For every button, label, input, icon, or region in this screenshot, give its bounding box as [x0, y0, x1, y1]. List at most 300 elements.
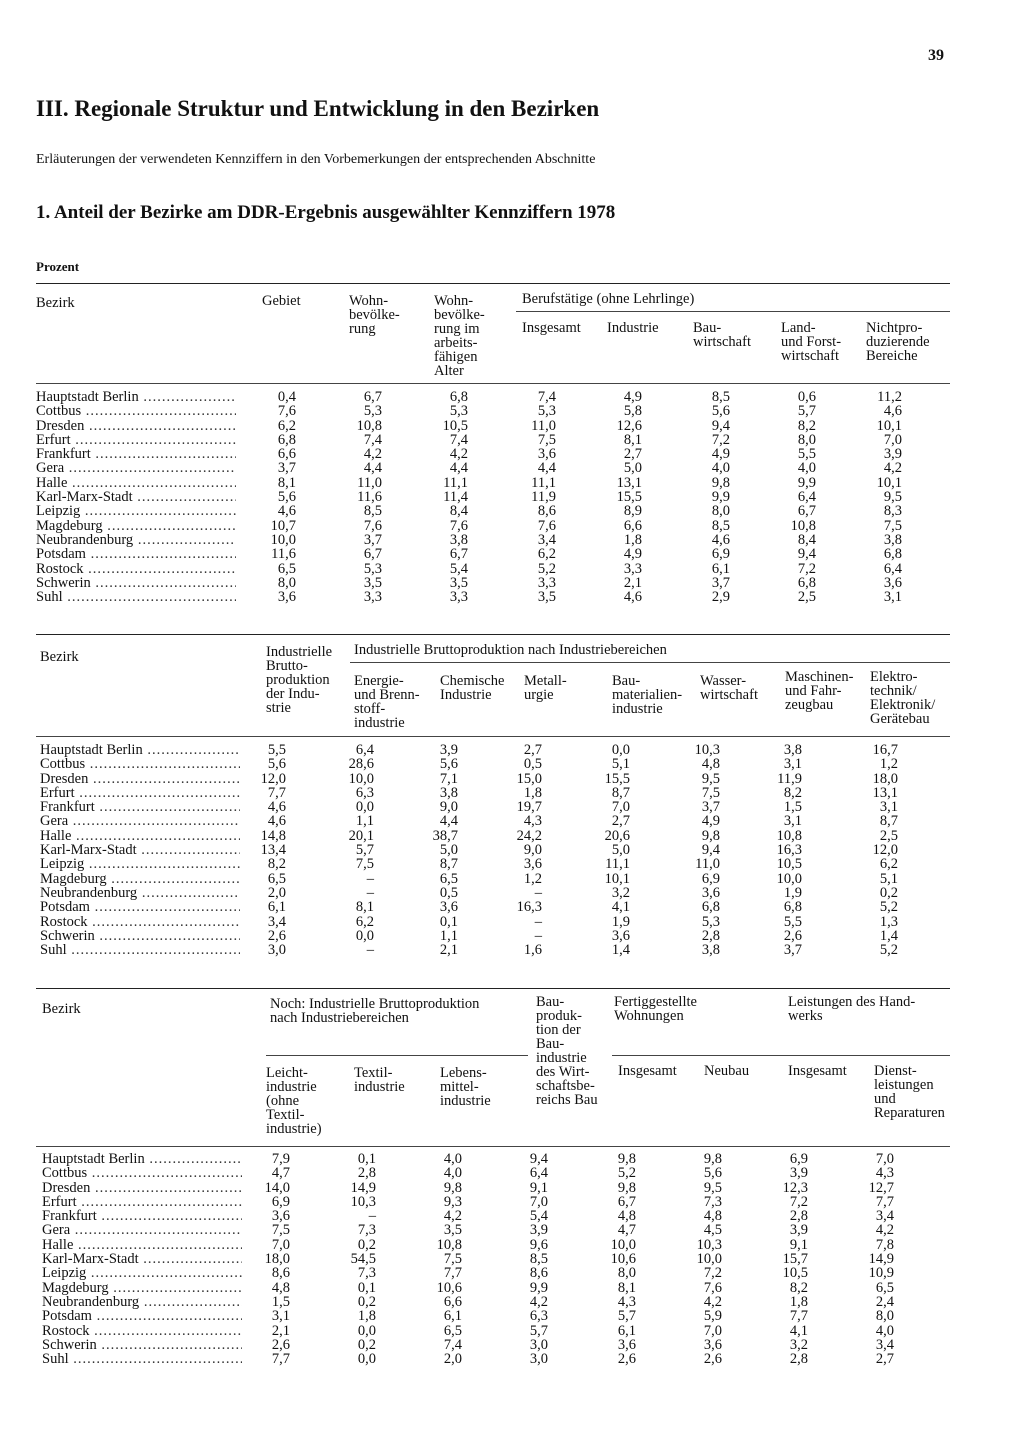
table-cell: 5,3 [363, 403, 382, 420]
table-cell: 5,7 [797, 403, 816, 420]
table-row [36, 447, 916, 461]
bezirk-name: Rostock ..... [42, 1324, 242, 1338]
table-cell: 5,1 [611, 756, 630, 773]
table-cell: 0,0 [355, 799, 374, 816]
header-rule [36, 383, 950, 384]
table-cell: 4,2 [449, 446, 468, 463]
table-cell: 4,8 [703, 1208, 722, 1225]
table-cell: 7,0 [703, 1322, 722, 1339]
table-cell: 5,7 [617, 1308, 636, 1325]
table-row [36, 519, 916, 533]
table-cell: 3,3 [623, 560, 642, 577]
bezirk-name: Potsdam ..... [40, 900, 240, 914]
table-cell: 7,6 [703, 1279, 722, 1296]
table-cell: 7,3 [703, 1193, 722, 1210]
table-cell: 12,7 [868, 1179, 894, 1196]
table-cell: 1,8 [357, 1308, 376, 1325]
table-row [36, 576, 916, 590]
table-cell: 8,2 [267, 856, 286, 873]
bezirk-name: Gera ..... [40, 814, 240, 828]
table-row [42, 1281, 916, 1295]
table-cell: 5,5 [783, 913, 802, 930]
table-cell: 14,8 [260, 827, 286, 844]
table-cell: 4,3 [523, 813, 542, 830]
table-cell: 3,9 [789, 1165, 808, 1182]
table-cell: 5,5 [267, 742, 286, 758]
table-cell: 7,0 [271, 1236, 290, 1253]
table-cell: 0,0 [357, 1322, 376, 1339]
table-cell: 3,8 [439, 784, 458, 801]
table-cell: 10,8 [790, 517, 816, 534]
table-cell: 6,8 [797, 574, 816, 591]
table-cell: 9,4 [529, 1151, 548, 1167]
table-cell: 9,8 [443, 1179, 462, 1196]
table-row [40, 886, 916, 900]
table-cell: 8,6 [529, 1265, 548, 1282]
column-header: Maschinen- und Fahr- zeugbau [785, 669, 854, 713]
table-cell: 6,2 [277, 417, 296, 434]
bezirk-name: Erfurt ..... [42, 1195, 242, 1209]
table-cell: 5,4 [529, 1208, 548, 1225]
table-cell: 8,4 [449, 503, 468, 520]
column-header: Chemische Industrie [440, 673, 505, 703]
table-cell: 4,0 [875, 1322, 894, 1339]
table-cell: 10,0 [270, 531, 296, 548]
table-cell: 3,2 [789, 1336, 808, 1353]
table-cell: 6,4 [883, 560, 902, 577]
table-cell: 54,5 [350, 1251, 376, 1268]
table-row [36, 476, 916, 490]
table-cell: 8,0 [711, 503, 730, 520]
table-cell: 10,1 [876, 474, 902, 491]
table-cell: 4,4 [537, 460, 556, 477]
bezirk-name: Leipzig ..... [40, 857, 240, 871]
table-cell: 8,3 [883, 503, 902, 520]
table-cell: 16,3 [776, 842, 802, 859]
table-cell: 11,4 [443, 489, 468, 506]
column-header: Bau- produk- tion der Bau- industrie des Wirt- schaftsbe- reichs Bau [536, 994, 598, 1108]
table-cell: 8,1 [355, 899, 374, 916]
table-body [36, 390, 916, 604]
table-cell: 7,4 [449, 431, 468, 448]
table-cell: 3,7 [711, 574, 730, 591]
table-cell: 7,4 [443, 1336, 462, 1353]
table-cell: 3,6 [611, 927, 630, 944]
table-cell: 10,1 [604, 870, 630, 887]
bezirk-name: Magdeburg ..... [40, 872, 240, 886]
table-cell: 0,4 [277, 389, 296, 405]
table-cell: 8,6 [271, 1265, 290, 1282]
table-cell: 6,7 [363, 389, 382, 405]
table-cell: 7,2 [797, 560, 816, 577]
table-row [40, 814, 916, 828]
table-cell: 8,5 [711, 517, 730, 534]
table-cell: 18,0 [872, 770, 898, 787]
table-cell: 4,6 [883, 403, 902, 420]
table-cell: 14,0 [264, 1179, 290, 1196]
table-cell: 10,8 [356, 417, 382, 434]
table-row [42, 1324, 916, 1338]
table-cell: 16,3 [516, 899, 542, 916]
table-cell: 15,5 [604, 770, 630, 787]
bezirk-name: Potsdam ..... [42, 1309, 242, 1323]
table-cell: 10,3 [696, 1236, 722, 1253]
bezirk-name: Frankfurt ..... [42, 1209, 242, 1223]
table-cell: 4,3 [875, 1165, 894, 1182]
table-cell: 13,1 [872, 784, 898, 801]
table-cell: 8,5 [363, 503, 382, 520]
group-header: Industrielle Bruttoproduktion nach Industriebereichen [354, 642, 667, 658]
table-cell: 4,2 [363, 446, 382, 463]
table-cell: 3,4 [875, 1336, 894, 1353]
table-cell: 1,1 [439, 927, 458, 944]
table-cell: 2,6 [271, 1336, 290, 1353]
table-row [36, 504, 916, 518]
table-cell: 18,0 [264, 1251, 290, 1268]
table-cell: 7,3 [357, 1265, 376, 1282]
table-cell: 5,0 [439, 842, 458, 859]
table-cell: 3,6 [617, 1336, 636, 1353]
table-cell: 6,7 [797, 503, 816, 520]
table-cell: 2,7 [623, 446, 642, 463]
table-row [40, 786, 916, 800]
table-cell: 5,0 [623, 460, 642, 477]
column-header: Insgesamt [522, 320, 581, 336]
table-rule [36, 283, 950, 284]
table-cell: 8,6 [537, 503, 556, 520]
group-header: Noch: Industrielle Bruttoproduktion nach Industriebereichen [270, 996, 480, 1026]
table-cell: 4,7 [617, 1222, 636, 1239]
table-cell: 3,6 [537, 446, 556, 463]
table-cell: 7,3 [357, 1222, 376, 1239]
table-cell: 14,9 [868, 1251, 894, 1268]
table-cell: 0,1 [357, 1279, 376, 1296]
table-row [42, 1195, 916, 1209]
table-row [36, 461, 916, 475]
bezirk-name: Suhl ..... [42, 1352, 242, 1366]
table-cell: 2,8 [701, 927, 720, 944]
column-header: Leicht- industrie (ohne Textil- industrie) [266, 1065, 322, 1137]
table-cell: 8,2 [789, 1279, 808, 1296]
table-cell: 10,8 [776, 827, 802, 844]
group-rule [266, 1055, 528, 1056]
table-cell: 6,8 [449, 389, 468, 405]
table-cell: 7,7 [271, 1351, 290, 1368]
table-cell: 38,7 [432, 827, 458, 844]
table-cell: 10,5 [442, 417, 468, 434]
table-cell: 24,2 [516, 827, 542, 844]
table-cell: 5,3 [537, 403, 556, 420]
table-cell: 9,8 [703, 1151, 722, 1167]
bezirk-header: Bezirk [36, 295, 75, 311]
table-cell: – [366, 870, 374, 887]
table-cell: 6,5 [277, 560, 296, 577]
table-cell: 6,2 [355, 913, 374, 930]
table-cell: 1,8 [789, 1293, 808, 1310]
table-cell: 7,9 [271, 1151, 290, 1167]
table-cell: 5,2 [537, 560, 556, 577]
table-cell: 11,0 [695, 856, 720, 873]
bezirk-name: Rostock ..... [36, 562, 236, 576]
table-cell: 3,2 [611, 884, 630, 901]
table-cell: 4,2 [883, 460, 902, 477]
table-row [36, 547, 916, 561]
table-cell: 11,0 [531, 417, 556, 434]
table-cell: 10,3 [694, 742, 720, 758]
table-row [40, 800, 916, 814]
table-cell: 2,5 [879, 827, 898, 844]
table-cell: 3,6 [703, 1336, 722, 1353]
table-cell: 3,8 [883, 531, 902, 548]
table-cell: 4,0 [443, 1151, 462, 1167]
table-row [40, 772, 916, 786]
table-cell: 7,1 [439, 770, 458, 787]
table-cell: 1,8 [523, 784, 542, 801]
table-cell: 11,9 [531, 489, 556, 506]
table-cell: 9,0 [439, 799, 458, 816]
table-cell: 7,6 [537, 517, 556, 534]
column-header: Insgesamt [618, 1063, 677, 1079]
table-cell: 8,0 [875, 1308, 894, 1325]
table-cell: 4,4 [449, 460, 468, 477]
table-cell: 4,6 [711, 531, 730, 548]
table-cell: 9,3 [443, 1193, 462, 1210]
bezirk-name: Karl-Marx-Stadt ..... [36, 490, 236, 504]
table-cell: 0,2 [357, 1236, 376, 1253]
table-cell: 3,3 [537, 574, 556, 591]
table-cell: 6,7 [363, 546, 382, 563]
table-cell: 8,1 [623, 431, 642, 448]
column-header: Elektro- technik/ Elektronik/ Gerätebau [870, 669, 936, 727]
bezirk-name: Schwerin ..... [36, 576, 236, 590]
table-cell: 8,9 [623, 503, 642, 520]
header-rule [36, 736, 950, 737]
table-cell: 8,0 [277, 574, 296, 591]
table-cell: 5,8 [623, 403, 642, 420]
table-row [42, 1152, 916, 1166]
table-cell: 1,8 [623, 531, 642, 548]
table-cell: 11,6 [271, 546, 296, 563]
table-cell: 2,1 [271, 1322, 290, 1339]
table-cell: 3,5 [363, 574, 382, 591]
table-cell: 5,2 [617, 1165, 636, 1182]
table-cell: 3,3 [363, 589, 382, 606]
table-cell: 10,8 [436, 1236, 462, 1253]
table-cell: 7,2 [703, 1265, 722, 1282]
table-row [42, 1295, 916, 1309]
table-cell: 3,1 [271, 1308, 290, 1325]
table-cell: 4,8 [701, 756, 720, 773]
table-cell: 0,6 [797, 389, 816, 405]
table-cell: 11,0 [357, 474, 382, 491]
table-cell: 8,7 [611, 784, 630, 801]
column-header: Land- und Forst- wirtschaft [781, 320, 842, 364]
table-cell: 2,1 [623, 574, 642, 591]
table-cell: 7,5 [271, 1222, 290, 1239]
table-cell: 6,9 [711, 546, 730, 563]
table-cell: 0,5 [523, 756, 542, 773]
bezirk-header: Bezirk [42, 1001, 81, 1017]
table-cell: 11,2 [877, 389, 902, 405]
table-cell: 7,7 [443, 1265, 462, 1282]
table-cell: 2,0 [443, 1351, 462, 1368]
section-title: 1. Anteil der Bezirke am DDR-Ergebnis ausgewählter Kennziffern 1978 [36, 202, 616, 223]
bezirk-name: Frankfurt ..... [36, 447, 236, 461]
table-cell: 7,8 [875, 1236, 894, 1253]
table-cell: 3,9 [883, 446, 902, 463]
table-cell: 5,9 [703, 1308, 722, 1325]
table-cell: 0,2 [357, 1293, 376, 1310]
table-cell: 11,1 [443, 474, 468, 491]
table-cell: 8,5 [529, 1251, 548, 1268]
table-row [40, 915, 916, 929]
table-cell: 9,8 [617, 1151, 636, 1167]
table-cell: 5,5 [797, 446, 816, 463]
table-cell: 7,2 [789, 1193, 808, 1210]
table-cell: 3,5 [443, 1222, 462, 1239]
table-cell: 4,9 [711, 446, 730, 463]
bezirk-name: Halle ..... [40, 829, 240, 843]
table-cell: 5,2 [879, 942, 898, 959]
table-cell: 1,4 [611, 942, 630, 959]
table-cell: 8,0 [617, 1265, 636, 1282]
table-cell: – [366, 942, 374, 959]
table-cell: 9,9 [711, 489, 730, 506]
table-row [42, 1223, 916, 1237]
bezirk-name: Karl-Marx-Stadt ..... [42, 1252, 242, 1266]
column-header: Lebens- mittel- industrie [440, 1065, 491, 1109]
group-header: Leistungen des Hand- werks [788, 994, 916, 1024]
column-header: Gebiet [262, 293, 301, 309]
bezirk-name: Dresden ..... [40, 772, 240, 786]
table-cell: 3,6 [271, 1208, 290, 1225]
table-cell: 4,7 [271, 1165, 290, 1182]
table-row [36, 490, 916, 504]
table-row [40, 757, 916, 771]
group-rule [612, 1055, 950, 1056]
table-cell: 4,9 [701, 813, 720, 830]
table-row [36, 562, 916, 576]
table-cell: 5,4 [449, 560, 468, 577]
bezirk-name: Gera ..... [42, 1223, 242, 1237]
table-cell: 6,6 [443, 1293, 462, 1310]
table-row [40, 943, 916, 957]
table-cell: 10,3 [350, 1193, 376, 1210]
table-cell: 0,0 [355, 927, 374, 944]
table-cell: 3,7 [363, 531, 382, 548]
table-cell: 0,1 [439, 913, 458, 930]
table-cell: 2,8 [789, 1351, 808, 1368]
table-cell: 6,8 [883, 546, 902, 563]
table-cell: 6,5 [439, 870, 458, 887]
table-cell: 3,0 [529, 1336, 548, 1353]
table-cell: 9,8 [701, 827, 720, 844]
table-cell: 9,0 [523, 842, 542, 859]
table-cell: 5,3 [701, 913, 720, 930]
column-header: Bau- materialien- industrie [612, 673, 683, 717]
table-cell: 9,8 [711, 474, 730, 491]
table-row [40, 929, 916, 943]
table-cell: 3,6 [277, 589, 296, 606]
table-cell: 4,5 [703, 1222, 722, 1239]
table-cell: 3,1 [883, 589, 902, 606]
table-cell: 4,2 [529, 1293, 548, 1310]
table-cell: 5,7 [355, 842, 374, 859]
table-cell: 11,1 [531, 474, 556, 491]
bezirk-name: Suhl ..... [36, 590, 236, 604]
table-cell: 4,9 [623, 546, 642, 563]
bezirk-name: Hauptstadt Berlin ..... [42, 1152, 242, 1166]
table-cell: 0,0 [611, 742, 630, 758]
table-cell: 11,6 [357, 489, 382, 506]
group-rule [350, 662, 950, 663]
table-cell: 7,5 [883, 517, 902, 534]
table-cell: 20,6 [604, 827, 630, 844]
table-cell: 6,2 [537, 546, 556, 563]
table-cell: 13,1 [616, 474, 642, 491]
header-rule [36, 1146, 950, 1147]
bezirk-name: Halle ..... [36, 476, 236, 490]
table-cell: 3,4 [537, 531, 556, 548]
column-header: Industrie [607, 320, 659, 336]
table-cell: 7,0 [529, 1193, 548, 1210]
table-cell: 8,7 [439, 856, 458, 873]
table-cell: 13,4 [260, 842, 286, 859]
table-cell: 3,4 [875, 1208, 894, 1225]
table-cell: 4,0 [443, 1165, 462, 1182]
table-cell: 16,7 [872, 742, 898, 758]
table-cell: 3,5 [449, 574, 468, 591]
table-cell: 6,5 [267, 870, 286, 887]
table-cell: 9,5 [701, 770, 720, 787]
table-cell: 3,8 [449, 531, 468, 548]
table-cell: 3,4 [267, 913, 286, 930]
column-header: Metall- urgie [524, 673, 567, 703]
table-cell: 7,6 [277, 403, 296, 420]
table-cell: 7,2 [711, 431, 730, 448]
bezirk-name: Neubrandenburg ..... [42, 1295, 242, 1309]
table-cell: 6,1 [443, 1308, 462, 1325]
table-cell: 10,6 [610, 1251, 636, 1268]
table-cell: – [368, 1208, 376, 1225]
table-cell: 4,9 [623, 389, 642, 405]
table-row [42, 1338, 916, 1352]
table-row [42, 1266, 916, 1280]
bezirk-name: Dresden ..... [42, 1181, 242, 1195]
table-cell: 3,5 [537, 589, 556, 606]
table-row [42, 1166, 916, 1180]
table-cell: 12,0 [872, 842, 898, 859]
table-cell: 7,7 [789, 1308, 808, 1325]
table-cell: 4,1 [789, 1322, 808, 1339]
table-cell: 6,5 [875, 1279, 894, 1296]
table-cell: 11,9 [777, 770, 802, 787]
table-row [42, 1309, 916, 1323]
table-cell: 9,1 [529, 1179, 548, 1196]
table-cell: 0,5 [439, 884, 458, 901]
table-cell: 7,0 [883, 431, 902, 448]
table-cell: 7,5 [701, 784, 720, 801]
table-cell: 6,9 [701, 870, 720, 887]
table-cell: 8,1 [277, 474, 296, 491]
table-cell: 4,8 [617, 1208, 636, 1225]
bezirk-name: Leipzig ..... [42, 1266, 242, 1280]
table-cell: 15,5 [616, 489, 642, 506]
table-cell: 4,0 [711, 460, 730, 477]
table-cell: 8,1 [617, 1279, 636, 1296]
table-cell: 3,6 [523, 856, 542, 873]
table-cell: 3,7 [701, 799, 720, 816]
